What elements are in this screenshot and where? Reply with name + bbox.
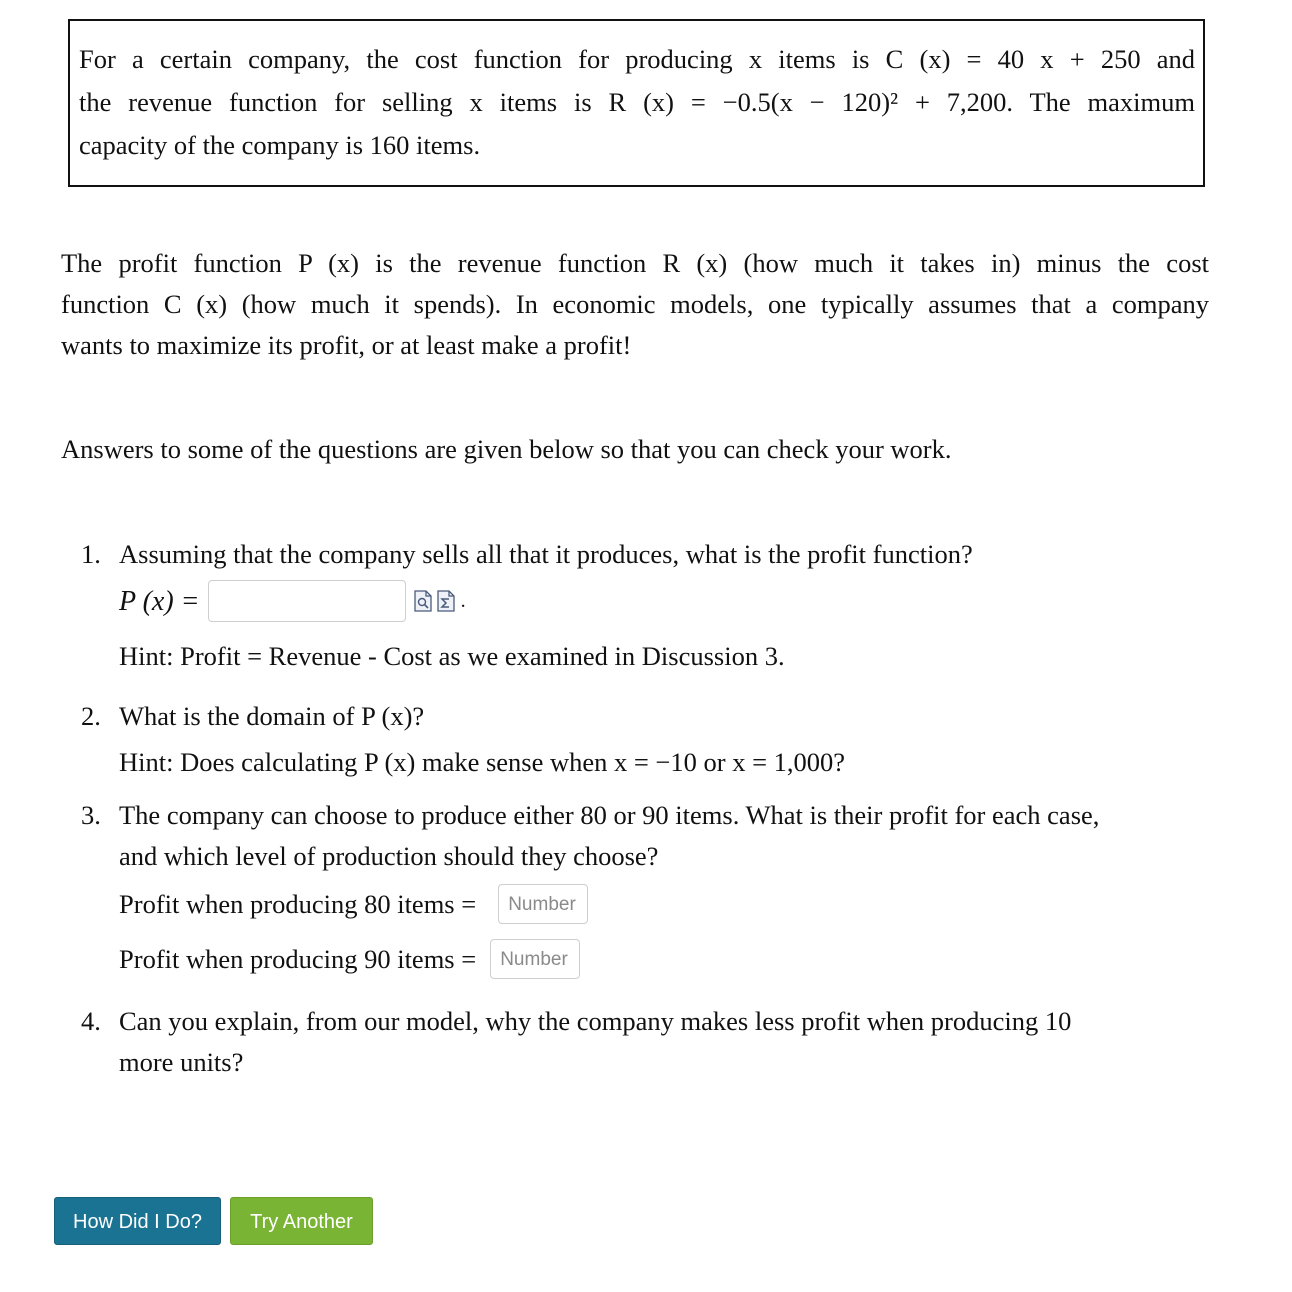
- profit-explanation-line-3: wants to maximize its profit, or at least make a profit!: [61, 330, 632, 360]
- question-text: What is the domain of P (x)?: [119, 701, 425, 731]
- profit-explanation-line-2: function C (x) (how much it spends). In economic models, one typically assumes that a company: [61, 289, 1209, 319]
- question-text-line-2: and which level of production should they choose?: [119, 841, 659, 871]
- profit-function-input[interactable]: [208, 580, 406, 622]
- problem-line-2: the revenue function for selling x items is R (x) = −0.5(x − 120)² + 7,200. The maximum: [79, 87, 1195, 117]
- question-number: 1.: [81, 539, 101, 569]
- question-3: [81, 795, 1211, 985]
- problem-line-3: capacity of the company is 160 items.: [79, 130, 481, 160]
- answers-note: [61, 429, 1209, 470]
- question-text-line-1: Can you explain, from our model, why the company makes less profit when producing 10: [119, 1006, 1072, 1036]
- profit-90-row: [119, 938, 580, 980]
- profit-80-row: [119, 883, 588, 925]
- question-4: [81, 1001, 1211, 1086]
- profit-90-input[interactable]: Number: [490, 939, 580, 979]
- answers-note-text: Answers to some of the questions are given below so that you can check your work.: [61, 434, 952, 464]
- profit-function-label: P (x) =: [119, 585, 200, 617]
- equation-editor-icon[interactable]: [436, 590, 456, 612]
- profit-function-row: P (x) = .: [119, 581, 466, 621]
- profit-explanation: [61, 243, 1209, 366]
- question-number: 2.: [81, 701, 101, 731]
- profit-80-input[interactable]: Number: [498, 884, 588, 924]
- how-did-i-do-button[interactable]: How Did I Do?: [54, 1197, 221, 1245]
- preview-icon[interactable]: [413, 590, 433, 612]
- problem-statement-box: [68, 19, 1205, 187]
- question-2: [81, 696, 1211, 786]
- try-another-button[interactable]: Try Another: [230, 1197, 373, 1245]
- question-1-hint: Hint: Profit = Revenue - Cost as we examined in Discussion 3.: [119, 641, 785, 671]
- problem-line-1: For a certain company, the cost function for producing x items is C (x) = 40 x + 250 and: [79, 44, 1195, 74]
- question-1: [81, 534, 1211, 684]
- profit-90-label: Profit when producing 90 items =: [119, 943, 477, 974]
- profit-80-label: Profit when producing 80 items =: [119, 888, 477, 919]
- question-text-line-2: more units?: [119, 1047, 244, 1077]
- question-text-line-1: The company can choose to produce either 80 or 90 items. What is their profit for each case,: [119, 800, 1100, 830]
- profit-explanation-line-1: The profit function P (x) is the revenue function R (x) (how much it takes in) minus the cost: [61, 248, 1209, 278]
- question-2-hint: Hint: Does calculating P (x) make sense when x = −10 or x = 1,000?: [119, 747, 846, 777]
- question-number: 3.: [81, 800, 101, 830]
- question-number: 4.: [81, 1006, 101, 1036]
- question-text: Assuming that the company sells all that it produces, what is the profit function?: [119, 539, 973, 569]
